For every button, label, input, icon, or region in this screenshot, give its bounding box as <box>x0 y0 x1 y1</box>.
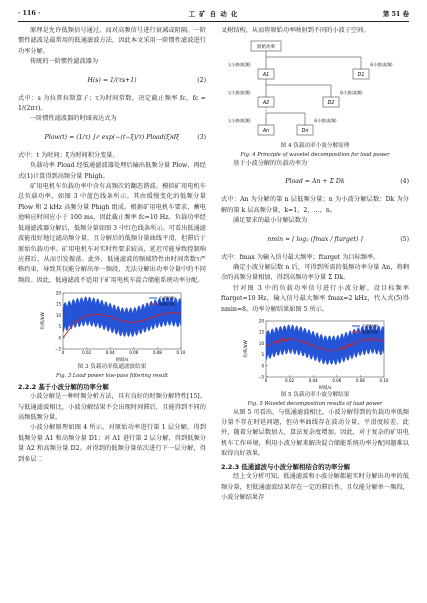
figure-caption-en: Fig. 3 Load power low-pass filtering result <box>56 372 168 379</box>
branch-label: 父小波(低频) <box>227 62 251 68</box>
x-tick-label: 0 <box>61 350 65 356</box>
x-tick-label: 0.08 <box>152 350 162 356</box>
branch-label: 父小波(低频) <box>227 90 251 96</box>
figure-caption-en: Fig. 5 Wavelet decomposition results of load power <box>247 400 383 407</box>
legend-label-load: 负载功率 <box>159 295 175 301</box>
x-tick-label: 0.08 <box>355 378 365 384</box>
node-label: Dn <box>301 129 309 135</box>
x-axis-label: 时间/s <box>115 358 129 364</box>
x-tick-label: 0.10 <box>176 350 186 356</box>
x-tick-label: 0.06 <box>332 378 342 384</box>
branch-label: 母小波(高频) <box>369 62 393 68</box>
paragraph: 式中：fmax 为输入信号最大频率；ftarget 为目标频率。 <box>221 253 380 261</box>
y-tick-label: 0 <box>261 363 264 369</box>
y-tick-label: 10 <box>55 313 61 319</box>
figure-5 <box>221 317 409 391</box>
y-axis-label: 功率/kW <box>41 312 46 330</box>
paragraph: 针对图 3 中的负载功率信号进行小波分解。设目标频率 ftarget=10 Hz，输入信号最大频率 fmax=2 kHz，代入式(5)得 nmin=8。功率分解结果如图 5 所示。 <box>221 284 409 313</box>
paragraph: 矿用电机车负载功率中含有高频次的翻态谐波。模拟矿用电机车总负载功率，如图 3 中蓝色线条所示。其由缓慢变化的低频分量 Plow 和 2 kHz 高频分量 Phigh 组成。根据矿用电机车要求，蓄电池响应时间应小于 100 ms，因此截止频率 fc=10 Hz。负载功率经低通滤波器分解后，低频分量如图 3 中红色线条所示。可看出低通滤波能很好地过滤高频分量，且分解后的低频分量曲线平滑，但滞后于原始负载功率。矿用电机车对实时性要求较高，延迟可能导致控制响应滞后，从而引发振荡。此外，低通滤波的频域特性由时间常数τ严格约束，导致其仅能分解出单一频段，无法分解出功率分量中的不同频段。因此，低通滤波不适用于矿用电机车混合储能系统功率分配。 <box>18 183 206 284</box>
paragraph: 经上文分析可知，低通滤波和小波分解都能实时分解出功率的低频分量，但低通滤波结果存在一定的滞后性，且仅能分解单一频段，小波分解结果存 <box>221 473 409 501</box>
branch-label: 母小波(高频) <box>339 90 363 96</box>
chart-fig3 <box>37 289 187 363</box>
paragraph: 传统的一阶惯性滤波器为 <box>30 58 99 66</box>
node-label: A2 <box>262 101 270 107</box>
y-tick-label: 20 <box>55 290 61 296</box>
node-label: D2 <box>327 101 335 107</box>
y-tick-label: 5 <box>261 352 264 358</box>
equation-4 <box>221 171 409 193</box>
legend-label-load: 负载功率 <box>362 323 378 329</box>
paragraph: 一阶惯性滤波器的时域表达式为 <box>30 115 117 123</box>
y-axis-label: 功率/kW <box>244 340 249 358</box>
branch-label: 父小波(低频) <box>227 118 251 124</box>
y-tick-label: 0 <box>58 335 61 341</box>
y-tick-label: 5 <box>58 324 61 330</box>
equation-number: (5) <box>400 235 409 243</box>
equation-body: nmin = ⌈ log₂ (fmax / ftarget) ⌉ <box>267 235 363 243</box>
y-tick-label: 15 <box>55 301 61 307</box>
figure-3 <box>18 289 206 363</box>
left-column <box>18 26 206 465</box>
paragraph: 式中：t 为时间；ξ为时间积分变量。 <box>18 151 119 159</box>
paragraph: 负载功率 Pload 经低通滤波器处理后输出低频分量 Plow，再经式(1)计算得到高频分量 Phigh。 <box>18 162 206 180</box>
equation-number: (4) <box>400 178 409 186</box>
x-tick-label: 0.02 <box>82 350 92 356</box>
node-label: An <box>262 129 270 135</box>
branch-label: 母小波(高频) <box>313 118 337 124</box>
paragraph: 式中：An 为分解的第 n 层低频分量；n 为小波分解层数；Dk 为分解的第 k 层高频分量，k=1，2，…，n。 <box>221 196 409 214</box>
x-tick-label: 0.10 <box>379 378 389 384</box>
x-tick-label: 0 <box>264 378 268 384</box>
paragraph: 满足要求的最小分解层数为 <box>233 217 308 225</box>
figure-caption: 图 5 负载功率小波分解结果 <box>280 392 350 399</box>
equation-2 <box>18 70 206 92</box>
journal-title: 工 矿 自 动 化 <box>188 10 239 18</box>
equation-body: H(s) = 1/(τs+1) <box>87 76 137 84</box>
x-tick-label: 0.06 <box>129 350 139 356</box>
running-header <box>18 7 409 22</box>
volume-label: 第 51 卷 <box>382 10 409 18</box>
node-label: D1 <box>357 73 365 79</box>
equation-body: Pload = An + Σ Dk <box>285 178 345 186</box>
paragraph: 原理是允许低频信号通过，而对高频信号进行衰减或阻隔。一阶惯性滤波是最常用的低通滤波方法，因此本文采用一阶惯性滤波进行功率分解。 <box>18 27 206 55</box>
paragraph: 叉树结构，从而将原始功率映射到不同的小波子空间。 <box>221 27 370 34</box>
paragraph: 小波分解原理如图 4 所示。对原始功率进行第 1 层分解，得到低频分量 A1 和高频分量 D1；对 A1 进行第 2 层分解，得到低频分量 A2 和高频分量 D2。对得到的低频分量依次进行下一层分解，得到多层二 <box>18 424 206 463</box>
x-axis-label: 时间/s <box>318 386 332 392</box>
figure-4 <box>221 38 409 142</box>
x-tick-label: 0.04 <box>105 350 115 356</box>
y-tick-label: −5 <box>258 374 264 380</box>
equation-number: (3) <box>197 133 206 141</box>
right-column <box>221 26 409 503</box>
x-tick-label: 0.04 <box>308 378 318 384</box>
paragraph: 确定小波分解层数 n 后，可得到所需的低频功率分量 An，将剩余的高频分量相加，得到高频功率分量 Σ Dk。 <box>221 264 409 282</box>
equation-5 <box>221 229 409 251</box>
wavelet-tree-diagram <box>221 38 409 142</box>
legend-label-low: 低频功率 <box>362 329 378 335</box>
section-heading: 2.2.2 基于小波分解的功率分解 <box>18 382 109 391</box>
y-tick-label: 10 <box>258 340 264 346</box>
legend-label-low: 低频功率 <box>159 301 175 307</box>
figure-caption: 图 4 负载功率小波分解原理 <box>280 143 350 150</box>
chart-fig5 <box>240 317 390 391</box>
equation-body: Plow(t) = (1/τ) ∫₀ᵗ exp(−(t−ξ)/τ) Pload(ξ)dξ <box>44 133 180 141</box>
page-number: · 116 · <box>18 9 41 17</box>
y-tick-label: −5 <box>55 346 61 352</box>
root-label: 原始功率 <box>256 45 276 51</box>
figure-caption: 图 3 负载功率低通滤波结果 <box>77 364 147 371</box>
paragraph: 式中：s 为拉普拉斯算子；τ为时间常数，决定截止频率 fc，fc = 1/(2πτ)。 <box>18 94 206 113</box>
x-tick-label: 0.02 <box>285 378 295 384</box>
node-label: A1 <box>262 73 270 79</box>
paragraph: 从图 5 可看出，与低通滤波相比，小波分解得到的负载功率低频分量不存在时延问题，但功率曲线存在波动分量，平滑度较差。此外，随着分解层数加大，算法复杂度增加。因此，对于复杂的矿用电机车工作环境，利用小波分解来解决混合储能系统功率分配问题难以取得良好效果。 <box>221 408 409 458</box>
equation-number: (2) <box>197 76 206 84</box>
paragraph: 基于小波分解的负载功率为 <box>233 160 308 167</box>
section-heading: 2.2.3 低通滤波与小波分解相结合的功率分解 <box>221 462 351 471</box>
y-tick-label: 20 <box>258 318 264 324</box>
y-tick-label: 15 <box>258 329 264 335</box>
paragraph: 小波分解是一种时频分析方法，具有良好的时频分解特性[15]。与低通滤波相比，小波分解结果不会出现时间滞后，且能得到不同的高频低频分量。 <box>18 393 206 421</box>
equation-3 <box>18 127 206 149</box>
figure-caption-en: Fig. 4 Principle of wavelet decomposition for load power <box>240 152 390 158</box>
